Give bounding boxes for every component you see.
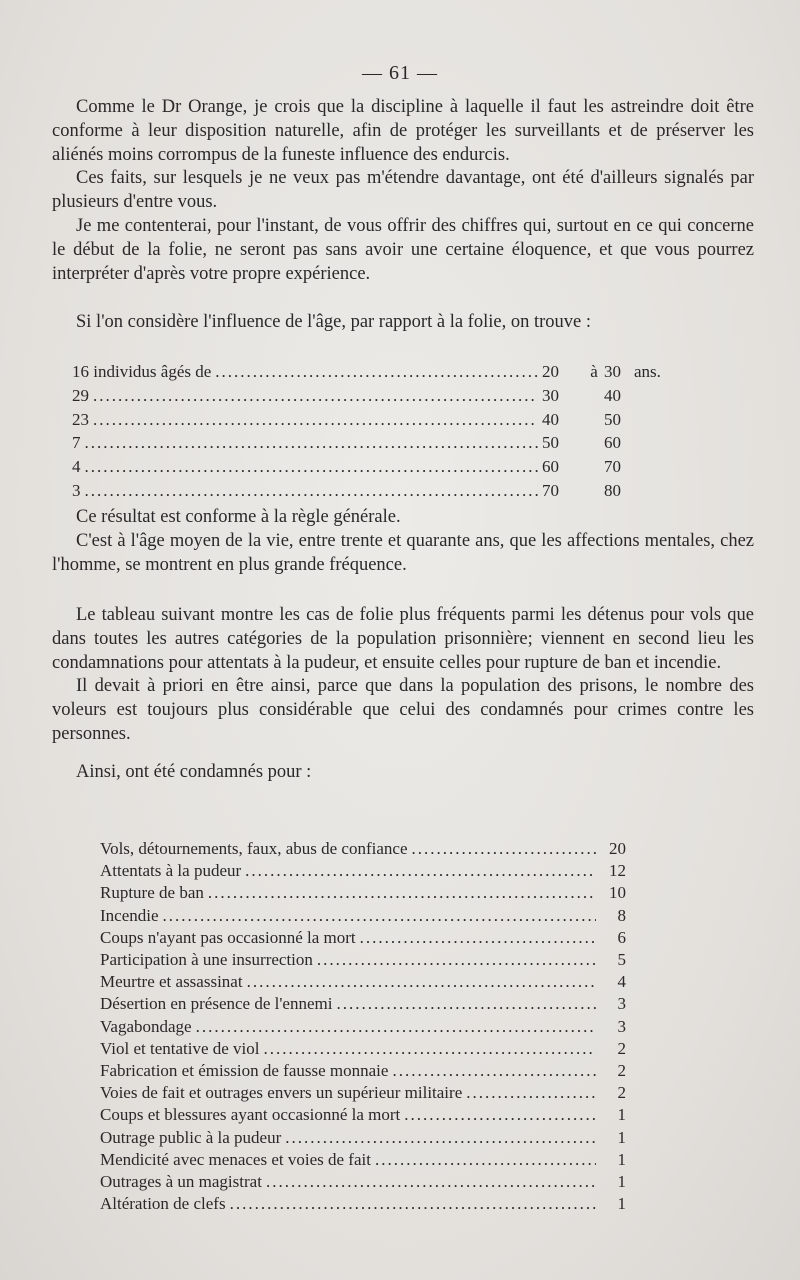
- crime-label: Vols, détournements, faux, abus de confiance: [100, 839, 408, 858]
- age-row: [72, 360, 672, 384]
- dot-leader: [85, 455, 539, 479]
- crime-count: 2: [617, 1038, 626, 1058]
- paragraph-faits: Ces faits, sur lesquels je ne veux pas m'étendre davantage, ont été d'ailleurs signalés par plusieurs d'entre vous.: [52, 168, 754, 213]
- crime-label: Fabrication et émission de fausse monnaie: [100, 1061, 389, 1081]
- crime-row: [100, 1193, 626, 1215]
- paragraph-tableau: Le tableau suivant montre les cas de folie plus fréquents parmi les détenus pour vols que dans toutes les autres catégories de la population prisonnière; viennent en second lieu les condamnations pour attentats à la pudeur, et ensuite celles pour rupture de ban et incendie.: [52, 605, 754, 673]
- crime-count: 12: [609, 861, 626, 881]
- crime-label: Vagabondage: [100, 1016, 192, 1036]
- dot-leader: [375, 1149, 596, 1171]
- crime-row: [100, 860, 626, 882]
- intro-text-block: [52, 96, 754, 286]
- crime-row: [100, 949, 626, 971]
- crime-count: 5: [617, 950, 626, 970]
- crime-row: [100, 993, 626, 1015]
- age-unit: ans.: [634, 362, 661, 381]
- dot-leader: [404, 1104, 596, 1126]
- crime-count: 20: [609, 839, 626, 858]
- dot-leader: [245, 860, 596, 882]
- age-to: 40: [604, 385, 621, 405]
- age-from: 20: [542, 362, 559, 381]
- dot-leader: [230, 1193, 596, 1215]
- crime-count: 4: [617, 972, 626, 992]
- dot-leader: [266, 1171, 596, 1193]
- age-to: 60: [604, 433, 621, 453]
- dot-leader: [85, 431, 539, 455]
- age-intro-block: [52, 311, 754, 335]
- crimes-table: [100, 838, 626, 1215]
- age-count: 7: [72, 433, 81, 453]
- crime-row: [100, 1149, 626, 1171]
- age-from: 30: [542, 385, 559, 405]
- crime-row: [100, 1060, 626, 1082]
- dot-leader: [196, 1016, 596, 1038]
- paragraph-resultat: Ce résultat est conforme à la règle générale.: [76, 507, 401, 527]
- crime-label: Participation à une insurrection: [100, 950, 313, 970]
- age-from: 60: [542, 457, 559, 477]
- age-to: 30: [604, 362, 621, 381]
- crime-label: Incendie: [100, 905, 159, 925]
- crime-label: Viol et tentative de viol: [100, 1038, 260, 1058]
- crime-count: 8: [617, 905, 626, 925]
- crime-count: 1: [617, 1105, 626, 1125]
- crime-count: 1: [617, 1149, 626, 1169]
- dot-leader: [466, 1082, 596, 1104]
- paragraph-age-moyen: C'est à l'âge moyen de la vie, entre trente et quarante ans, que les affections mentales, chez l'homme, se montrent en plus grande fréquence.: [52, 530, 754, 575]
- age-from: 50: [542, 433, 559, 453]
- crime-label: Altération de clefs: [100, 1194, 226, 1214]
- crime-count: 1: [617, 1172, 626, 1192]
- age-table: [72, 360, 672, 503]
- crime-row: [100, 905, 626, 927]
- crime-row: [100, 927, 626, 949]
- age-a: à: [590, 362, 598, 381]
- dot-leader: [392, 1060, 596, 1082]
- age-count: 4: [72, 457, 81, 477]
- age-row: [72, 479, 672, 503]
- crime-row: [100, 882, 626, 904]
- tableau-text-block: [52, 604, 754, 747]
- page-number: — 61 —: [362, 62, 438, 84]
- crime-label: Coups n'ayant pas occasionné la mort: [100, 927, 356, 947]
- crime-row: [100, 1038, 626, 1060]
- crime-row: [100, 1016, 626, 1038]
- age-to: 70: [604, 457, 621, 477]
- result-text-block: [52, 506, 754, 577]
- crime-label: Mendicité avec menaces et voies de fait: [100, 1149, 371, 1169]
- age-to: 50: [604, 409, 621, 429]
- age-from: 40: [542, 409, 559, 429]
- dot-leader: [336, 993, 596, 1015]
- crime-label: Rupture de ban: [100, 883, 204, 903]
- crime-label: Coups et blessures ayant occasionné la mort: [100, 1105, 401, 1125]
- dot-leader: [264, 1038, 597, 1060]
- crime-count: 2: [617, 1083, 626, 1103]
- dot-leader: [412, 838, 597, 860]
- age-row: [72, 455, 672, 479]
- crime-row: [100, 838, 626, 860]
- paragraph-age-intro: Si l'on considère l'influence de l'âge, par rapport à la folie, on trouve :: [76, 312, 591, 332]
- crime-count: 10: [609, 883, 626, 903]
- age-count: 23: [72, 409, 89, 429]
- crime-count: 3: [617, 994, 626, 1014]
- age-row: [72, 408, 672, 432]
- age-to: 80: [604, 480, 621, 500]
- dot-leader: [247, 971, 596, 993]
- crime-label: Meurtre et assassinat: [100, 972, 243, 992]
- dot-leader: [93, 408, 538, 432]
- crime-count: 3: [617, 1016, 626, 1036]
- crime-row: [100, 1127, 626, 1149]
- dot-leader: [285, 1127, 596, 1149]
- age-count: 16 individus âgés de: [72, 362, 212, 381]
- crime-row: [100, 971, 626, 993]
- crime-label: Attentats à la pudeur: [100, 861, 242, 881]
- dot-leader: [360, 927, 596, 949]
- condamnes-intro-block: [52, 761, 754, 785]
- dot-leader: [208, 882, 596, 904]
- dot-leader: [215, 360, 538, 384]
- age-count: 3: [72, 480, 81, 500]
- crime-row: [100, 1171, 626, 1193]
- crime-count: 1: [617, 1194, 626, 1214]
- crime-count: 6: [617, 927, 626, 947]
- age-row: [72, 431, 672, 455]
- crime-label: Voies de fait et outrages envers un supérieur militaire: [100, 1083, 463, 1103]
- age-from: 70: [542, 480, 559, 500]
- crime-row: [100, 1082, 626, 1104]
- paragraph-discipline: Comme le Dr Orange, je crois que la discipline à laquelle il faut les astreindre doit être conforme à leur disposition naturelle, afin de protéger les surveillants et de préserver les aliénés moins corrompus de la funeste influence des endurcis.: [52, 97, 754, 165]
- paragraph-condamnes: Ainsi, ont été condamnés pour :: [76, 762, 312, 782]
- crime-label: Outrage public à la pudeur: [100, 1127, 282, 1147]
- crime-count: 1: [617, 1127, 626, 1147]
- dot-leader: [93, 384, 538, 408]
- age-count: 29: [72, 385, 89, 405]
- crime-row: [100, 1104, 626, 1126]
- crime-label: Désertion en présence de l'ennemi: [100, 994, 333, 1014]
- paragraph-chiffres: Je me contenterai, pour l'instant, de vous offrir des chiffres qui, surtout en ce qui concerne le début de la folie, ne seront pas sans avoir une certaine éloquence, et que vous pourrez interpréter d'après votre propre expérience.: [52, 215, 754, 284]
- crime-count: 2: [617, 1061, 626, 1081]
- dot-leader: [85, 479, 539, 503]
- dot-leader: [317, 949, 596, 971]
- paragraph-a-priori: Il devait à priori en être ainsi, parce que dans la population des prisons, le nombre des voleurs est toujours plus considérable que celui des condamnés pour crimes contre les personnes.: [52, 676, 754, 744]
- dot-leader: [163, 905, 596, 927]
- age-row: [72, 384, 672, 408]
- crime-label: Outrages à un magistrat: [100, 1172, 262, 1192]
